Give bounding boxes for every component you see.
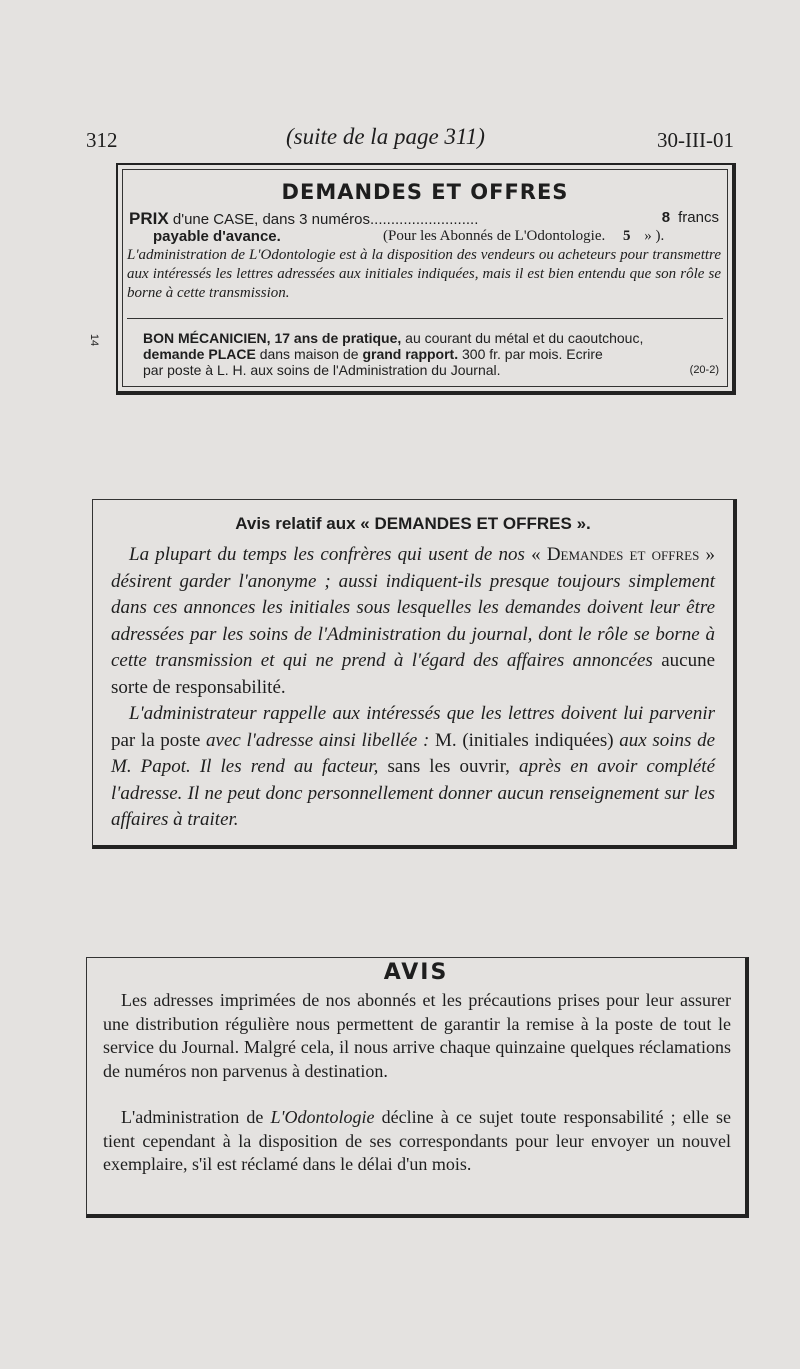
- p2-part-b: par la poste: [111, 729, 201, 751]
- subscriber-value: 5: [623, 228, 631, 244]
- p2-part-g: après en avoir complété l'adresse. Il ne peut donc personnellement donner aucun renseignement sur les affaires à traiter.: [111, 756, 716, 830]
- price-value-group: [662, 209, 719, 226]
- p1-part-d: aucune sorte de responsabilité.: [111, 650, 716, 698]
- subscriber-text: (Pour les Abonnés de L'Odontologie.: [383, 228, 606, 244]
- demandes-title: DEMANDES ET OFFRES: [281, 180, 569, 204]
- administration-notice: L'administration de L'Odontologie est à la disposition des vendeurs ou acheteurs pour transmettre aux intéressés les lettres adressées aux initiales indiquées, mais il est bien entendu que son rôle se borne à cette transmission.: [127, 247, 721, 301]
- issue-date: 30-III-01: [657, 128, 734, 152]
- avis-box: [86, 957, 749, 1218]
- p2-part-a: L'administrateur rappelle aux intéressés que les lettres doivent lui parvenir: [129, 703, 715, 724]
- continuation-note: (suite de la page 311): [286, 124, 485, 149]
- side-mark: 14: [88, 333, 101, 347]
- avis-relatif-title: Avis relatif aux « DEMANDES ET OFFRES ».: [235, 514, 591, 533]
- subscriber-price: [383, 228, 664, 245]
- price-line: [129, 209, 721, 229]
- avis-p2-a: L'administration de: [121, 1107, 264, 1127]
- avis-relatif-paragraph-2: [111, 701, 715, 834]
- advance-line: [153, 228, 721, 245]
- page-header: [86, 124, 734, 154]
- avis-title: AVIS: [383, 960, 449, 985]
- ad-line-2-mid: dans maison de: [259, 346, 359, 362]
- avis-paragraph-2: [103, 1106, 731, 1177]
- avis-relatif-paragraph-1: [111, 542, 715, 701]
- page-number: 312: [86, 128, 118, 152]
- p1-part-c: désirent garder l'anonyme ; aussi indiquent-ils presque toujours simplement dans ces annonces les initiales sous lesquelles les demandes doivent leur être adressées par les soins de l'Administration du journal, dont le rôle se borne à cette transmission et qui ne prend à l'égard des affaires annoncées: [111, 570, 715, 671]
- p2-part-f: sans les ouvrir,: [387, 756, 510, 777]
- subscriber-suffix: » ).: [644, 228, 665, 244]
- journal-name: L'Odontologie: [270, 1107, 375, 1127]
- ad-demand: demande PLACE: [143, 346, 256, 362]
- price-value: 8: [661, 209, 671, 226]
- demandes-offres-box: [116, 163, 736, 395]
- ad-line-3: par poste à L. H. aux soins de l'Administration du Journal.: [143, 362, 501, 378]
- ad-line-2-rest: 300 fr. par mois. Ecrire: [462, 346, 603, 362]
- ad-rapport: grand rapport.: [362, 346, 459, 362]
- demandes-offres-inner: [122, 169, 728, 387]
- price-label: PRIX: [129, 209, 169, 228]
- ad-line-1: [143, 330, 721, 346]
- avis-paragraph-1: [103, 989, 731, 1083]
- ad-code: (20-2): [689, 364, 719, 376]
- p1-part-b: « Demandes et offres »: [531, 544, 716, 565]
- price-unit: francs: [678, 209, 719, 226]
- divider: [127, 318, 723, 319]
- avis-relatif-box: [92, 499, 737, 849]
- p2-part-c: avec l'adresse ainsi libellée :: [206, 729, 430, 751]
- p1-part-a: La plupart du temps les confrères qui usent de nos: [129, 544, 525, 565]
- ad-line-1-rest: au courant du métal et du caoutchouc,: [405, 330, 644, 346]
- avis-p2-c: décline à ce sujet toute responsabilité ; elle se tient cependant à la disposition de ses correspondants pour leur envoyer un nouvel exemplaire, s'il est réclamé dans le délai d'un mois.: [103, 1107, 731, 1174]
- ad-headline: BON MÉCANICIEN, 17 ans de pratique,: [143, 330, 402, 346]
- avis-p1-text: Les adresses imprimées de nos abonnés et les précautions prises pour leur assurer une distribution régulière nous permettent de garantir la remise à la poste de tout le service du Journal. Malgré cela, il nous arrive chaque quinzaine quelques réclamations de numéros non parvenus à destination.: [103, 990, 731, 1081]
- classified-ad: [143, 330, 721, 378]
- price-text: d'une CASE, dans 3 numéros..........................: [172, 211, 479, 228]
- advance-text: payable d'avance.: [153, 228, 281, 245]
- ad-line-2: [143, 346, 721, 362]
- p2-part-e: aux soins de M. Papot. Il les rend au facteur,: [111, 729, 716, 777]
- p2-part-d: M. (initiales indiquées): [435, 729, 614, 751]
